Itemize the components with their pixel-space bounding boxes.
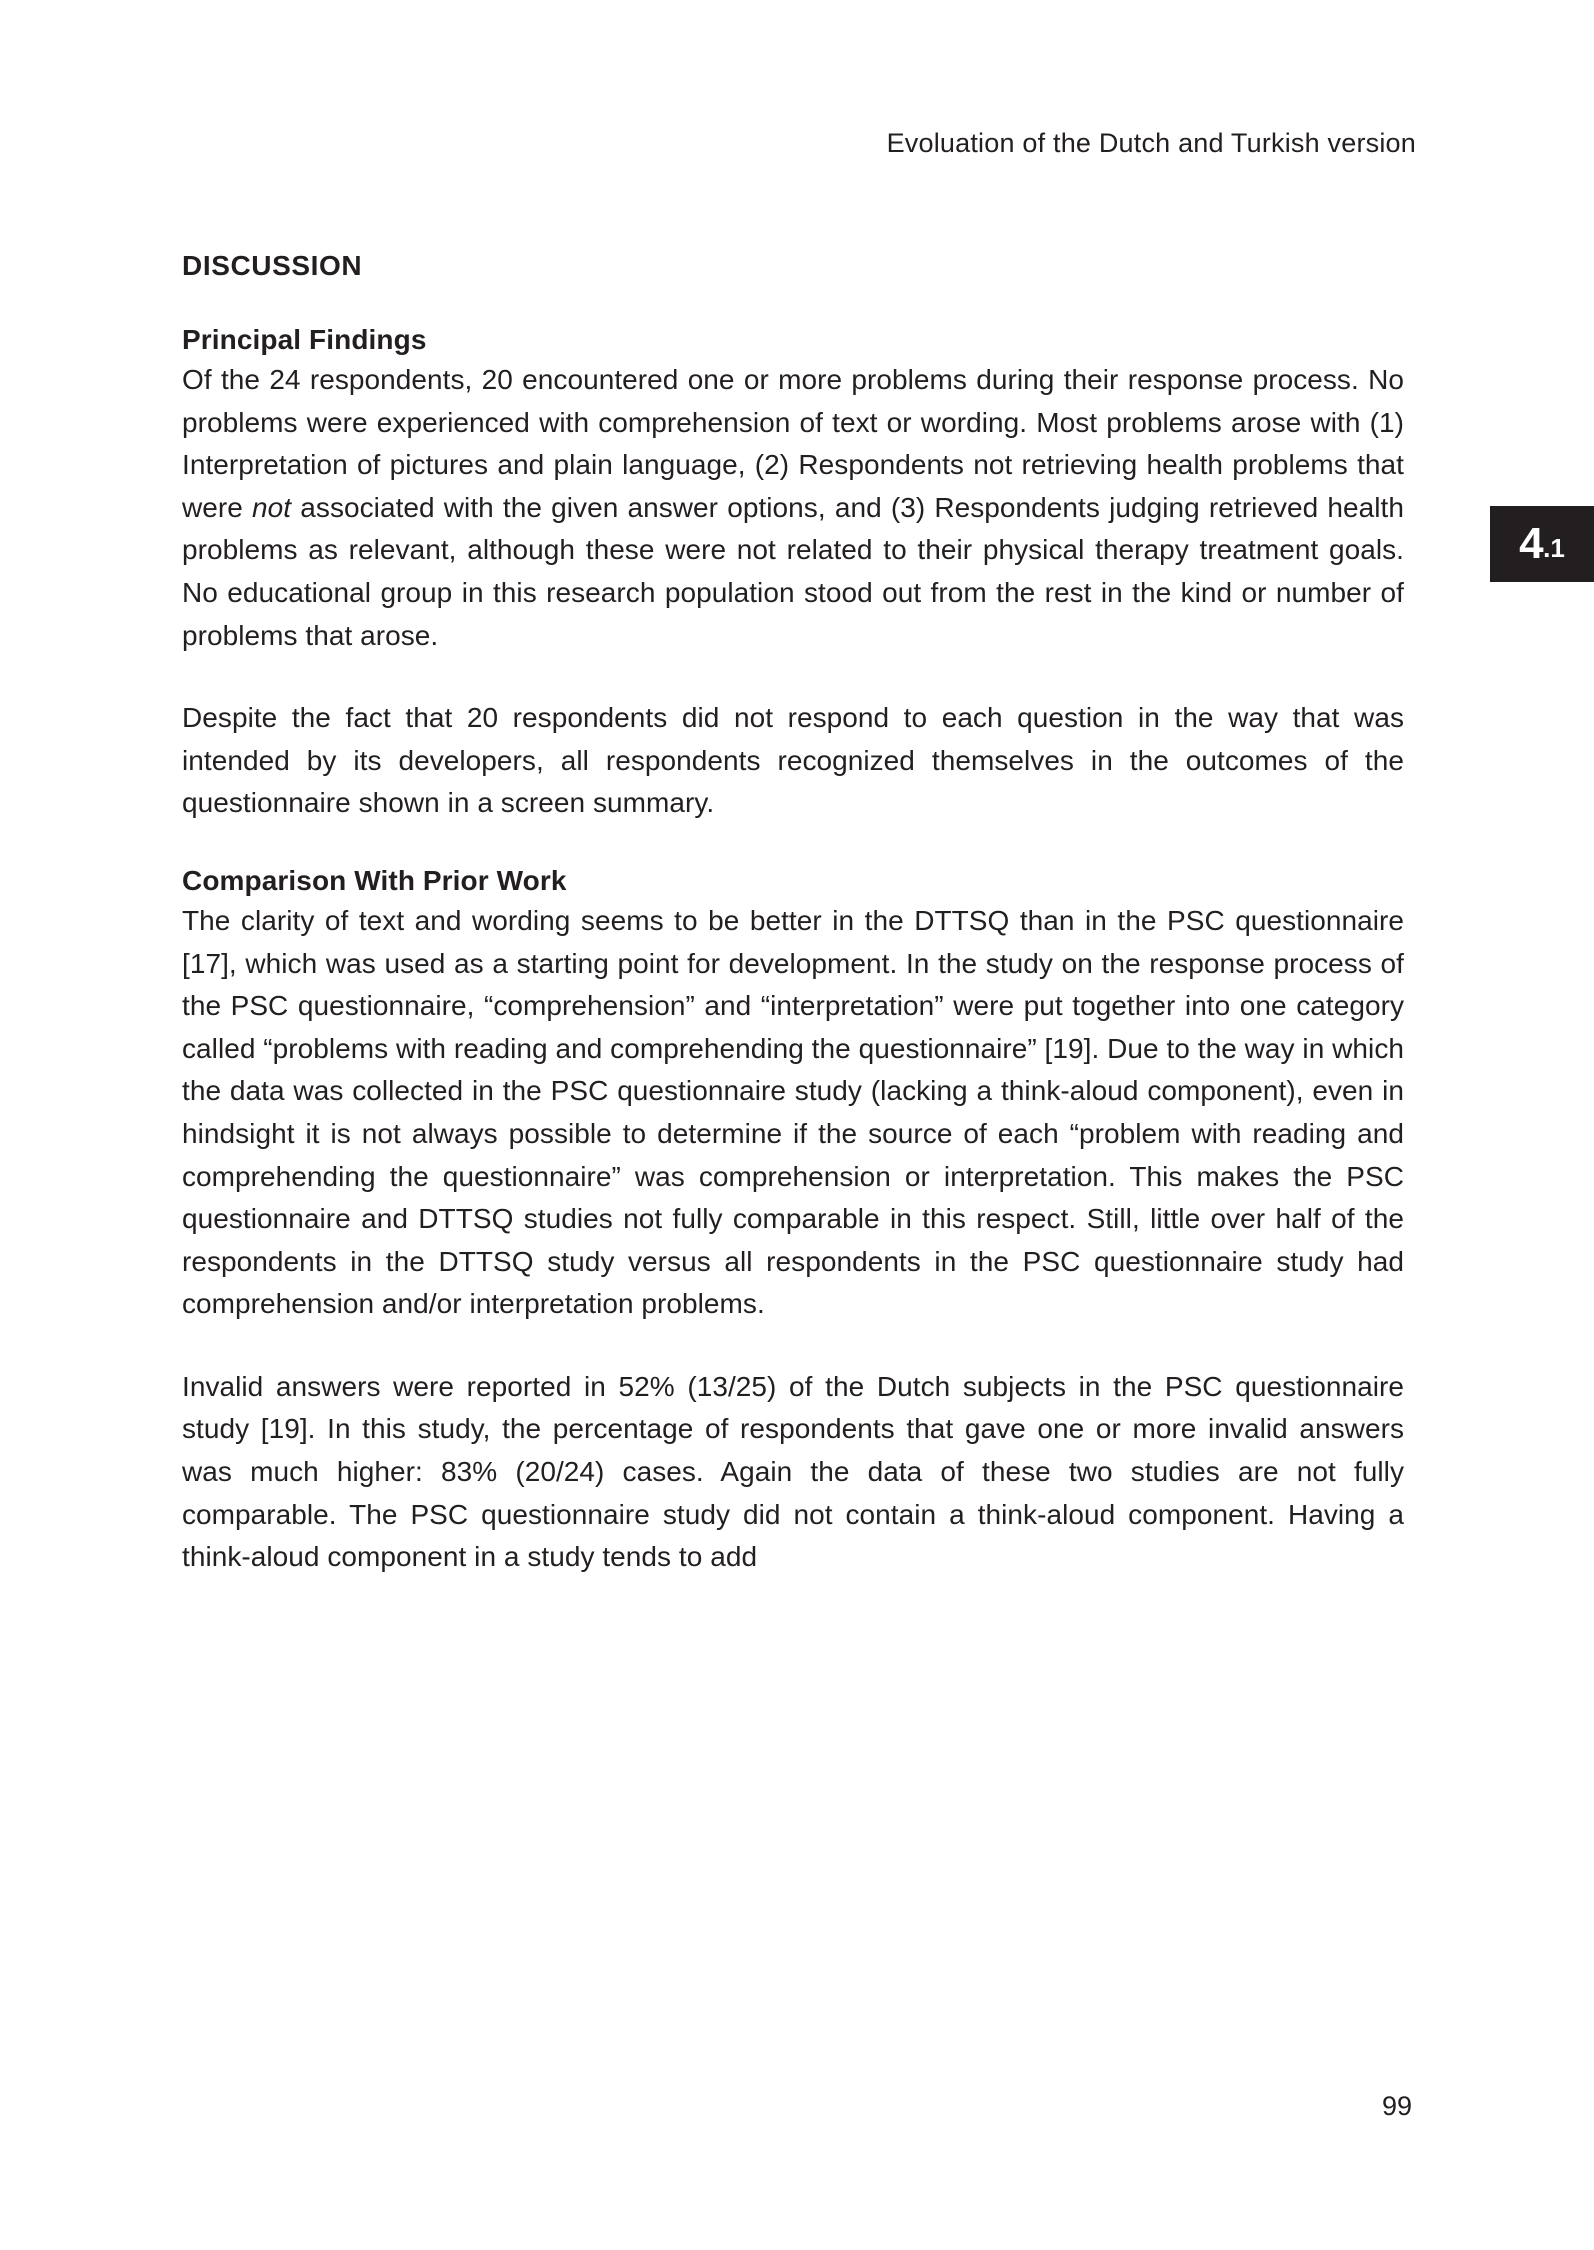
chapter-number: 4 xyxy=(1519,519,1544,568)
emphasis-not: not xyxy=(252,491,292,523)
subsection-heading-comparison-with-prior-work: Comparison With Prior Work xyxy=(182,864,567,896)
paragraph-principal-findings-1: Of the 24 respondents, 20 encountered one or more problems during their response process. No problems were experienced with comprehension of text or wording. Most problems arose with (1) Interpretation of pictures and plain language, (2) Respondents not retrieving health problems that were not associated with the given answer options, and (3) Respondents judging retrieved health problems as relevant, although these were not related to their physical therapy treatment goals. No educational group in this research population stood out from the rest in the kind or number of problems that arose. xyxy=(182,364,1404,651)
paragraph-comparison-1: The clarity of text and wording seems to be better in the DTTSQ than in the PSC questionnaire [17], which was used as a starting point for development. In the study on the response process of the PSC questionnaire, “comprehension” and “interpretation” were put together into one category called “problems with reading and comprehending the questionnaire” [19]. Due to the way in which the data was collected in the PSC questionnaire study (lacking a think-aloud component), even in hindsight it is not always possible to determine if the source of each “problem with reading and comprehending the questionnaire” was comprehension or interpretation. This makes the PSC questionnaire and DTTSQ studies not fully comparable in this respect. Still, little over half of the respondents in the DTTSQ study versus all respondents in the PSC questionnaire study had comprehension and/or interpretation problems. xyxy=(182,904,1404,1320)
chapter-number-tab xyxy=(1490,506,1594,582)
page-content xyxy=(182,250,1404,1619)
page-number: 99 xyxy=(1381,2091,1412,2121)
paragraph-comparison-2: Invalid answers were reported in 52% (13/25) of the Dutch subjects in the PSC questionnaire study [19]. In this study, the percentage of respondents that gave one or more invalid answers was much higher: 83% (20/24) cases. Again the data of these two studies are not fully comparable. The PSC questionnaire study did not contain a think-aloud component. Having a think-aloud component in a study tends to add xyxy=(182,1370,1404,1573)
chapter-subnumber: .1 xyxy=(1543,533,1565,563)
subsection-heading-principal-findings: Principal Findings xyxy=(182,324,427,355)
page-title: DISCUSSION xyxy=(182,250,363,281)
running-head: Evoluation of the Dutch and Turkish version xyxy=(886,128,1416,158)
paragraph-principal-findings-2: Despite the fact that 20 respondents did not respond to each question in the way that was intended by its developers, all respondents recognized themselves in the outcomes of the questionnaire shown in a screen summary. xyxy=(182,702,1404,819)
